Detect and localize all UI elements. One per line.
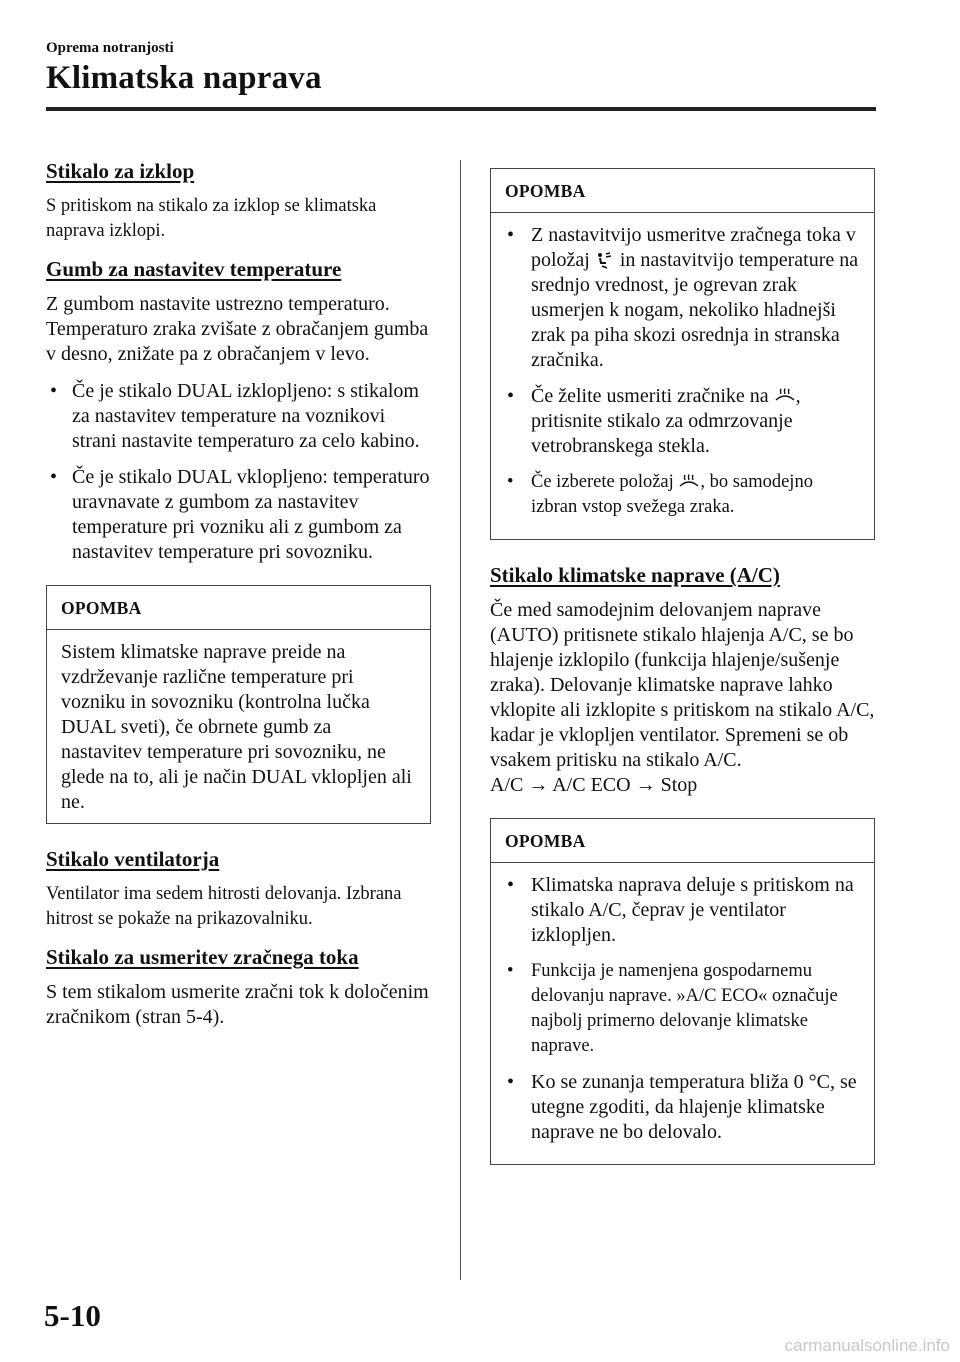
heading-temperature-dial: Gumb za nastavitev temperature: [46, 257, 342, 281]
note-box-ac: [490, 818, 875, 1165]
left-column: [46, 158, 431, 1042]
list-item: [505, 873, 860, 948]
ac-switch-text: Če med samodejnim delovanjem naprave (AUTO) pritisnete stikalo hlajenja A/C, se bo hlajenje izklopilo (funkcija hlajenje/sušenje zraka). Delovanje klimatske naprave lahko vklopite ali izklopite s pritiskom na stikalo A/C, kadar je vklopljen ventilator. Spremeni se ob vsakem pritisku na stikalo A/C.: [490, 599, 875, 771]
bullet-icon: •: [507, 472, 514, 492]
heading-fan-switch: Stikalo ventilatorja: [46, 847, 220, 871]
temperature-dial-text: Z gumbom nastavite ustrezno temperaturo. Temperaturo zraka zvišate z obračanjem gumba v desno, znižate pa z obračanjem v levo.: [46, 293, 429, 365]
bullet-text-b: , bo samodejno izbran vstop svežega zraka.: [531, 472, 813, 517]
bullet-text: Ko se zunanja temperatura bliža 0 °C, se utegne zgoditi, da hlajenje klimatske naprave ne bo delovalo.: [531, 1071, 857, 1143]
bullet-text-b: , pritisnite stikalo za odmrzovanje vetrobranskega stekla.: [531, 385, 801, 457]
windshield-defroster-icon: [774, 388, 796, 406]
bullet-icon: •: [507, 385, 515, 407]
bullet-icon: •: [507, 1071, 515, 1093]
heading-airflow-switch: Stikalo za usmeritev zračnega toka: [46, 945, 359, 969]
bullet-text-a: Z nastavitvijo usmeritve zračnega toka v položaj: [531, 224, 856, 271]
list-item: [46, 379, 431, 454]
right-column: [490, 168, 875, 1187]
watermark: carmanualsonline.info: [784, 1336, 950, 1355]
fan-switch-text: Ventilator ima sedem hitrosti delovanja. Izbrana hitrost se pokaže na prikazovalniku.: [46, 884, 402, 929]
floor-defrost-mode-icon: [595, 251, 615, 271]
bullet-text: Funkcija je namenjena gospodarnemu delovanju naprave. »A/C ECO« označuje najbolj primerno delovanje klimatske naprave.: [531, 961, 838, 1056]
bullet-icon: •: [50, 380, 58, 402]
note-body: [491, 213, 874, 539]
bullet-text-a: Če izberete položaj: [531, 472, 674, 492]
bullet-text: Če je stikalo DUAL izklopljeno: s stikalom za nastavitev temperature na voznikovi strani nastavite temperaturo za celo kabino.: [72, 380, 420, 452]
list-item: [46, 465, 431, 565]
note-title: OPOMBA: [61, 598, 142, 618]
ac-sequence: A/C → A/C ECO → Stop: [490, 774, 698, 796]
off-switch-text: S pritiskom na stikalo za izklop se klimatska naprava izklopi.: [46, 196, 377, 241]
heading-off-switch: Stikalo za izklop: [46, 159, 195, 183]
bullet-icon: •: [507, 961, 514, 981]
note-title: OPOMBA: [505, 831, 586, 851]
bullet-text-b: in nastavitvijo temperature na srednjo vrednost, je ogrevan zrak usmerjen k nogam, nekoliko hladnejši zrak pa piha skozi osrednja in stranska zračnika.: [531, 249, 859, 371]
page-number: 5-10: [44, 1298, 101, 1333]
airflow-switch-text: S tem stikalom usmerite zračni tok k določenim zračnikom (stran 5-4).: [46, 981, 429, 1028]
list-item: [505, 470, 860, 520]
bullet-icon: •: [507, 874, 515, 896]
bullet-text: Če je stikalo DUAL vklopljeno: temperaturo uravnavate z gumbom za nastavitev temperature pri vozniku ali z gumbom za nastavitev temperature pri sovozniku.: [72, 466, 430, 563]
list-item: [505, 1070, 860, 1145]
list-item: [505, 959, 860, 1059]
list-item: [505, 384, 860, 459]
section-label: Oprema notranjosti: [46, 40, 174, 56]
page-title: Klimatska naprava: [46, 60, 322, 96]
note-body: Sistem klimatske naprave preide na vzdrževanje različne temperature pri vozniku in sovozniku (kontrolna lučka DUAL sveti), če obrnete gumb za nastavitev temperature pri sovozniku, ne glede na to, ali je način DUAL vklopljen ali ne.: [61, 641, 412, 813]
bullet-icon: •: [50, 466, 58, 488]
bullet-icon: •: [507, 224, 515, 246]
heading-ac-switch: Stikalo klimatske naprave (A/C): [490, 563, 780, 587]
list-item: [505, 223, 860, 373]
windshield-defroster-icon: [678, 474, 700, 492]
note-box-dual: [46, 585, 431, 824]
temperature-bullets: [46, 379, 431, 565]
bullet-text: Klimatska naprava deluje s pritiskom na stikalo A/C, čeprav je ventilator izklopljen.: [531, 874, 854, 946]
note-title: OPOMBA: [505, 181, 586, 201]
note-box-airflow: [490, 168, 875, 540]
bullet-text-a: Če želite usmeriti zračnike na: [531, 385, 769, 407]
note-body: [491, 863, 874, 1164]
column-divider: [460, 160, 461, 1280]
header-rule: [46, 107, 876, 111]
